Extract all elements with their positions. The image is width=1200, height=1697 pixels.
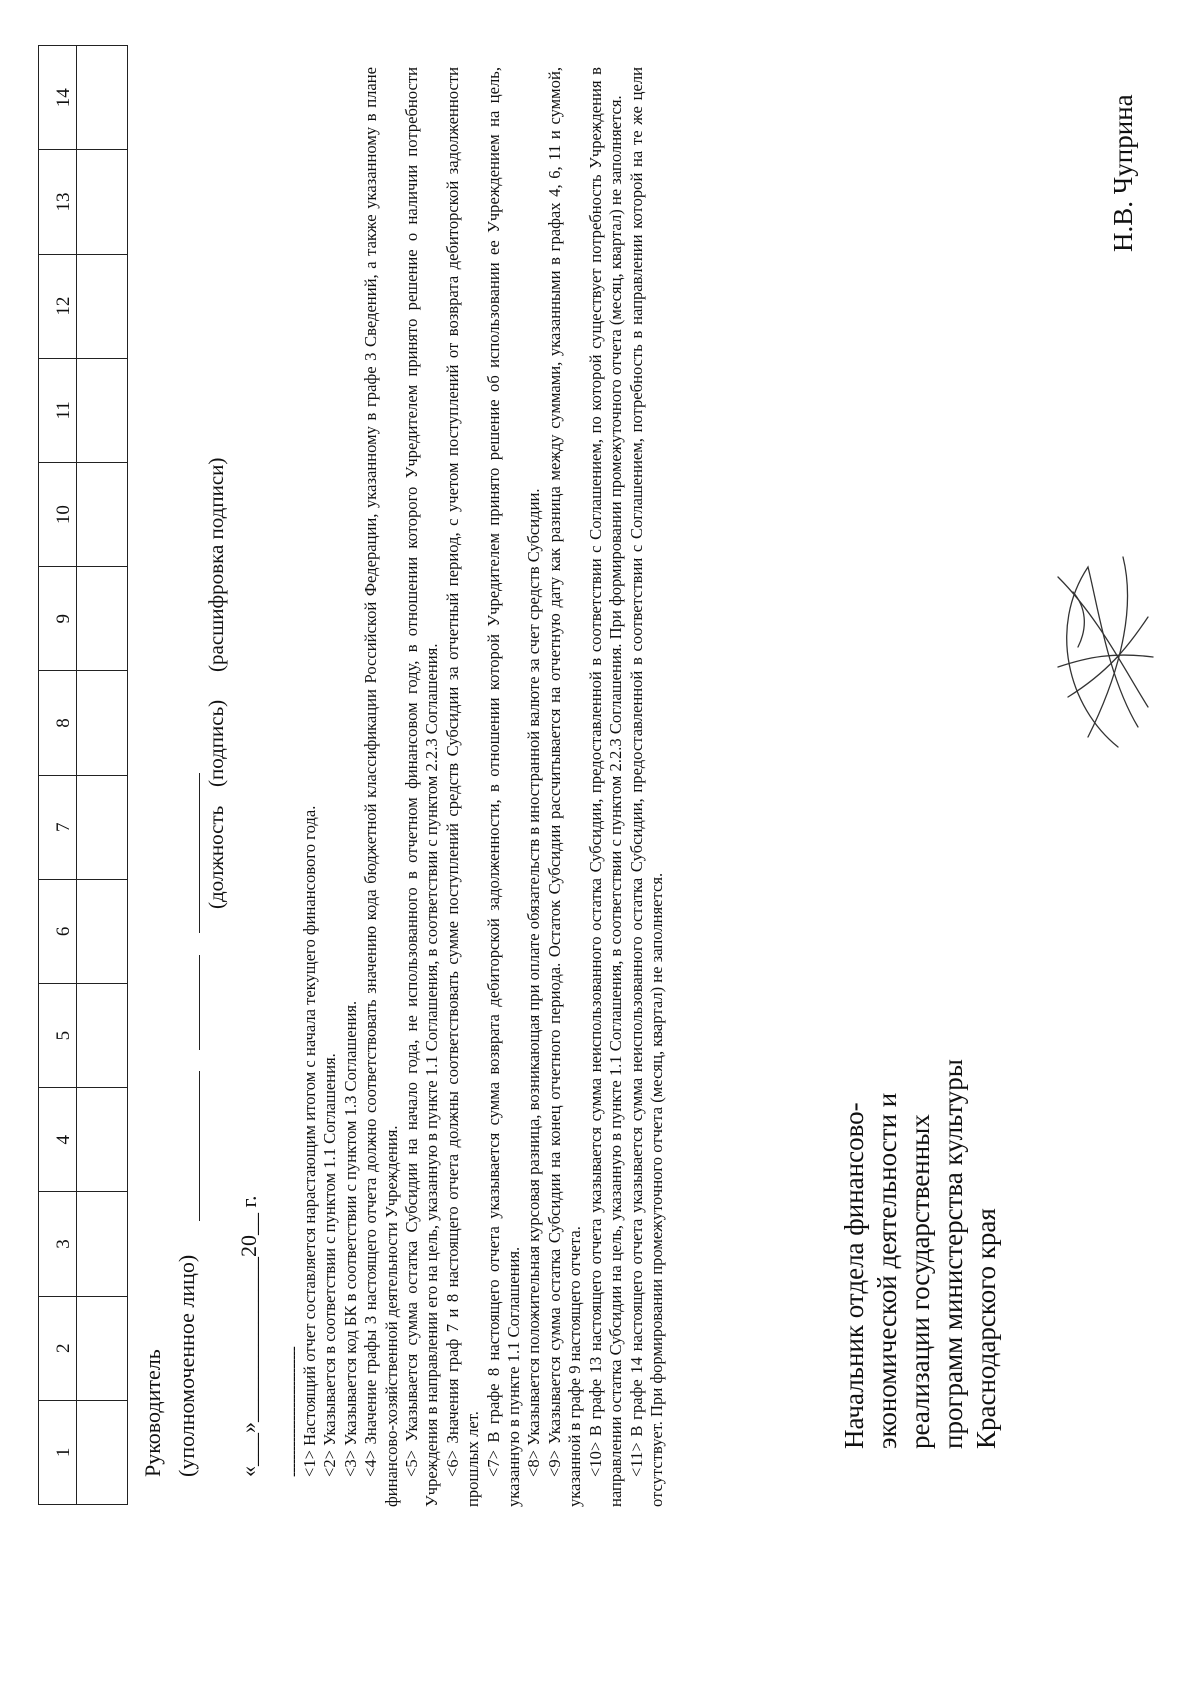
footnote: <9> Указывается сумма остатка Субсидии на конец отчетного периода. Остаток Субсидии рассчитывается на отчетную дату как разница между суммами, указанными в графах 4, 6, 11 и суммой, указанной в графе 9 настоящего отчета. [544,67,585,1507]
column-number: 6 [39,879,77,983]
signature-block [140,177,234,1477]
table-cell [77,775,128,879]
signer-name: Н.В. Чуприна [1108,94,1138,252]
table-cell [77,46,128,150]
table-cell [77,1088,128,1192]
footnote: <8> Указывается положительная курсовая разница, возникающая при оплате обязательств в иностранной валюте за счет средств Субсидии. [524,488,544,1477]
table-cell [77,671,128,775]
caption-signature: (подпись) [204,699,228,787]
role-sub-label: (уполномоченное лицо) [174,1254,199,1477]
table-cell [77,567,128,671]
footer-line: реализации государственных [905,1114,935,1449]
column-number: 3 [39,1192,77,1296]
notes-separator: ------------------------------ [285,1347,302,1477]
footnotes [300,67,667,1507]
table-cell [77,462,128,566]
signature-fields-line [174,177,204,1477]
column-number: 2 [39,1296,77,1400]
table-cell [77,983,128,1087]
position-field-line [177,1071,200,1221]
handwritten-signature [1028,547,1168,767]
signature-role-line [140,177,170,1477]
footnote: <1> Настоящий отчет составляется нарастающим итогом с начала текущего финансового года. [300,805,319,1477]
footer-line: программ министерства культуры [938,1059,968,1449]
table-cell [77,358,128,462]
column-number: 1 [39,1400,77,1504]
column-number: 4 [39,1088,77,1192]
caption-decode: (расшифровка подписи) [204,457,228,672]
column-number: 14 [39,46,77,150]
column-number-row [39,46,77,1505]
footer-position-block [838,1059,1003,1449]
footnote: <6> Значения граф 7 и 8 настоящего отчета должны соответствовать сумме поступлений средств Субсидии за отчетный период, с учетом поступлений от возврата дебиторской задолженности прошлых лет. [442,67,483,1507]
table-cell [77,1192,128,1296]
role-label: Руководитель [140,1349,165,1477]
table-cell [77,1400,128,1504]
column-number: 7 [39,775,77,879]
column-number: 11 [39,358,77,462]
column-number: 12 [39,254,77,358]
column-number: 5 [39,983,77,1087]
column-number: 13 [39,150,77,254]
empty-row [77,46,128,1505]
footer-line: экономической деятельности и [872,1092,902,1449]
decode-field-line [177,773,200,933]
footnote: <3> Указывается код БК в соответствии с пунктом 1.3 Соглашения. [340,1000,360,1477]
footnote: <7> В графе 8 настоящего отчета указывается сумма возврата дебиторской задолженности, в отношении которой Учредителем принято решение об использовании ее Учреждением на цель, указанную в пункте 1.1 Соглашения. [483,67,524,1507]
table-cell [77,1296,128,1400]
signature-field-line [177,955,200,1050]
footnote: <5> Указывается сумма остатка Субсидии на начало года, не использованного в отчетном финансовом году, в отношении которого Учредителем принято решение о наличии потребности Учреждения в направлении его на цель, указанную в пункте 1.1 Соглашения, в соответствии с пунктом 2.2.3 Соглашения. [402,67,442,1507]
table-cell [77,879,128,983]
table-cell [77,150,128,254]
footer-line: Начальник отдела финансово- [839,1102,869,1449]
footnote: <10> В графе 13 настоящего отчета указывается сумма неиспользованного остатка Субсидии, предоставленной в соответствии с Соглашением, по которой существует потребность Учреждения в направлении остатка Субсидии на цель, указанную в пункте 1.1 Соглашения, в соответствии с пунктом 2.2.3 Соглашения. При формировании промежуточного отчета (месяц, квартал) не заполняется. [585,67,626,1507]
signature-captions [204,177,234,1477]
footnote: <4> Значение графы 3 настоящего отчета должно соответствовать значению кода бюджетной классификации Российской Федерации, указанному в графе 3 Сведений, а также указанному в плане финансово-хозяйственной деятельности Учреждения. [361,67,401,1507]
column-number: 10 [39,462,77,566]
date-line: «___»_______________20__ г. [236,1195,261,1477]
column-number: 9 [39,567,77,671]
footnote: <11> В графе 14 настоящего отчета указывается сумма неиспользованного остатка Субсидии, предоставленной в соответствии с Соглашением, потребность в направлении которой на те же цели отсутствует. При формировании промежуточного отчета (месяц, квартал) не заполняется. [626,67,666,1507]
footer-line: Краснодарского края [971,1208,1001,1449]
table-cell [77,254,128,358]
caption-position: (должность [204,805,228,909]
column-number: 8 [39,671,77,775]
footnote: <2> Указывается в соответствии с пунктом 1.1 Соглашения. [320,1053,340,1477]
columns-table [38,45,128,1505]
